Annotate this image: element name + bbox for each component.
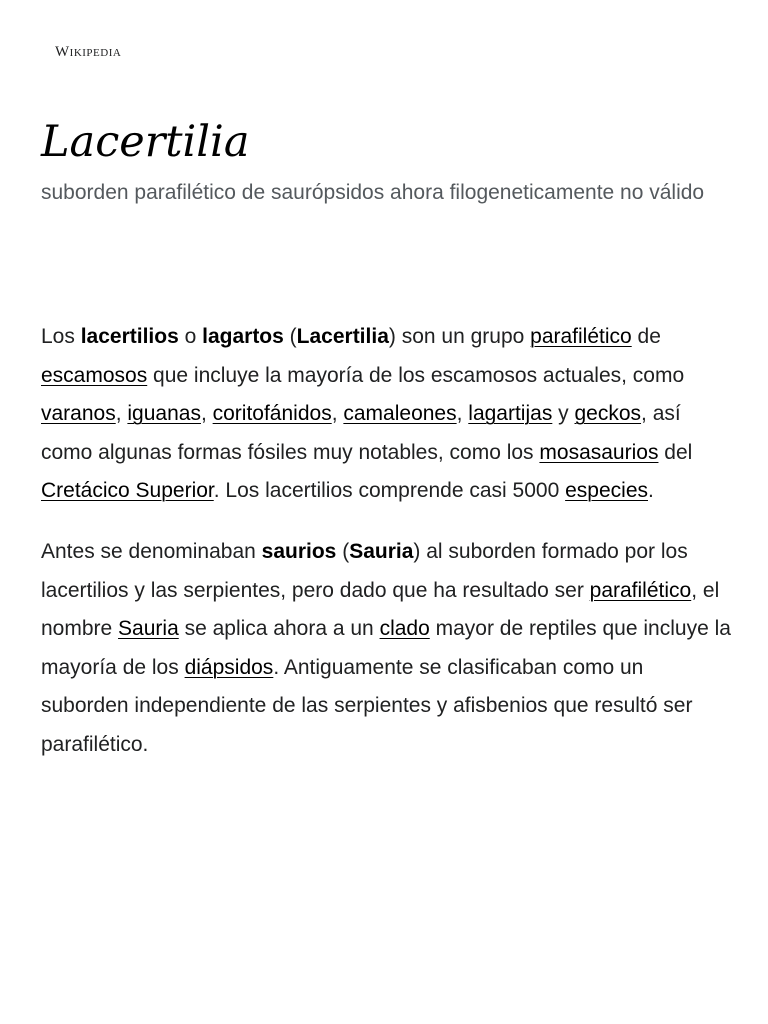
text: , el nombre <box>41 578 720 641</box>
text: , así como algunas formas fósiles muy notables, como los <box>41 402 681 464</box>
bold-term-lacertilia: Lacertilia <box>296 325 389 348</box>
link-cretacico-superior[interactable]: Cretácico Superior <box>41 479 214 503</box>
text: , <box>331 402 344 426</box>
text: ( <box>336 539 350 563</box>
text: ) al suborden formado por los lacertilios y las serpientes, pero dado que ha resultado ser <box>41 539 688 602</box>
wikipedia-logo[interactable]: Wikipedia <box>55 44 122 60</box>
link-clado[interactable]: clado <box>379 617 430 641</box>
link-parafiletico-2[interactable]: parafilético <box>589 578 692 602</box>
text: y <box>552 402 575 426</box>
link-coritofanidos[interactable]: coritofánidos <box>212 402 332 426</box>
text: ( <box>283 325 297 348</box>
text: . Antiguamente se clasificaban como un suborden independiente de las serpientes y afisbenios que resultó ser parafilético. <box>41 655 693 756</box>
link-diapsidos[interactable]: diápsidos <box>184 655 274 679</box>
text: . <box>648 479 654 503</box>
text: de <box>631 325 661 348</box>
article-paragraph-1 <box>41 318 731 511</box>
text: que incluye la mayoría de los escamosos actuales, como <box>147 363 685 387</box>
text: , <box>200 402 213 426</box>
link-lagartijas[interactable]: lagartijas <box>468 402 553 426</box>
link-iguanas[interactable]: iguanas <box>127 402 201 426</box>
text: se aplica ahora a un <box>178 617 380 641</box>
text: . Los lacertilios comprende casi 5000 <box>213 479 566 503</box>
text: Antes se denominaban <box>41 539 262 563</box>
article-paragraph-2 <box>41 533 731 765</box>
text: , <box>115 402 128 426</box>
link-varanos[interactable]: varanos <box>41 402 116 426</box>
page-description: suborden parafilético de saurópsidos ahora filogeneticamente no válido <box>41 181 705 204</box>
text: o <box>178 325 203 348</box>
link-parafiletico[interactable]: parafilético <box>530 325 632 348</box>
text: del <box>658 440 693 464</box>
bold-term-sauria: Sauria <box>349 539 414 563</box>
text: Los <box>41 325 81 348</box>
link-mosasaurios[interactable]: mosasaurios <box>539 440 659 464</box>
page-title: Lacertilia <box>41 117 250 167</box>
link-geckos[interactable]: geckos <box>574 402 642 426</box>
link-escamosos[interactable]: escamosos <box>41 363 148 387</box>
link-camaleones[interactable]: camaleones <box>343 402 457 426</box>
text: , <box>456 402 469 426</box>
article-body <box>41 318 731 787</box>
text: ) son un grupo <box>388 325 531 348</box>
bold-term-saurios: saurios <box>261 539 337 563</box>
link-especies[interactable]: especies <box>565 479 648 503</box>
link-sauria[interactable]: Sauria <box>118 617 179 641</box>
bold-term-lacertilios: lacertilios <box>80 325 179 348</box>
bold-term-lagartos: lagartos <box>202 325 284 348</box>
text: mayor de reptiles que incluye la mayoría de los <box>41 617 731 679</box>
